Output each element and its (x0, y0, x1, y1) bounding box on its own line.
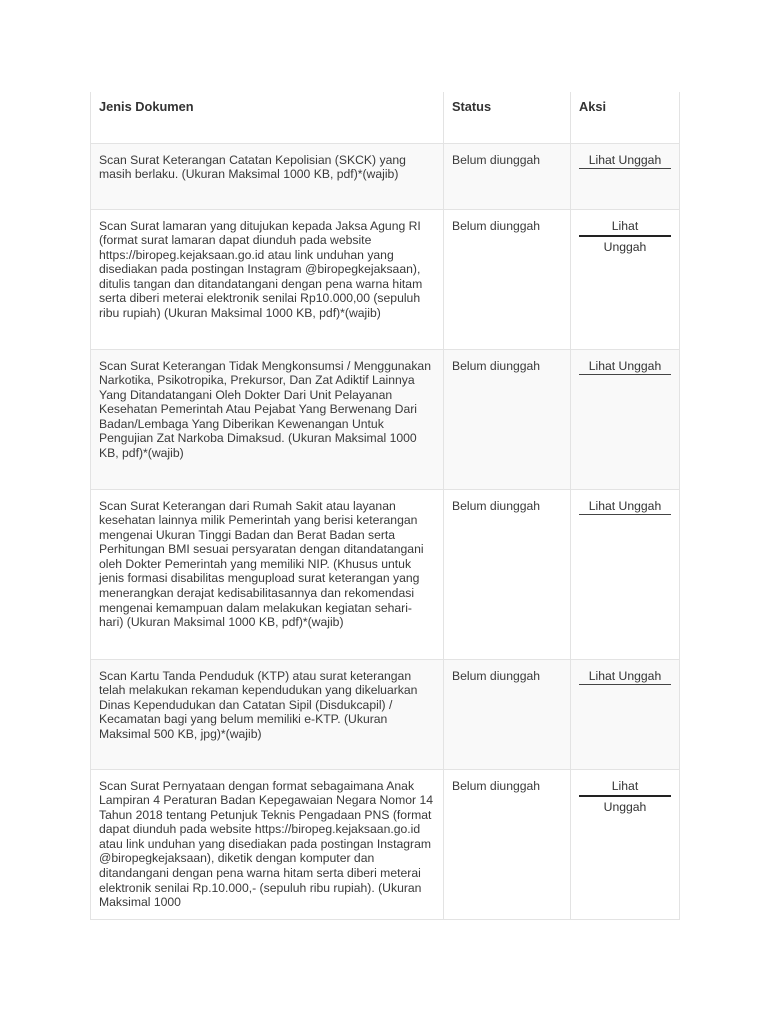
document-cell (91, 209, 444, 349)
unggah-label: Unggah (603, 800, 647, 815)
lihat-label: Lihat (579, 779, 671, 798)
status-cell: Belum diunggah (444, 769, 571, 919)
document-description: Scan Surat Keterangan Tidak Mengkonsumsi / Menggunakan Narkotika, Psikotropika, Prekursor, Dan Zat Adiktif Lainnya Yang Ditandatangani Oleh Dokter Dari Unit Pelayanan Kesehatan Pemerintah Atau Pejabat Yang Berwenang Dari Badan/Lembaga Yang Diberikan Kewenangan Untuk Pengujian Zat Narkoba Dimaksud. (Ukuran Maksimal 1000 KB, pdf)*(wajib) (99, 358, 431, 461)
document-cell (91, 349, 444, 489)
lihat-unggah-link[interactable] (579, 779, 671, 815)
document-cell (91, 769, 444, 919)
action-cell (571, 143, 680, 209)
lihat-unggah-link[interactable]: Lihat Unggah (579, 669, 671, 686)
action-cell (571, 659, 680, 769)
header-status: Status (444, 92, 571, 143)
lihat-unggah-link[interactable] (579, 219, 671, 255)
document-cell (91, 659, 444, 769)
table-row (91, 209, 680, 349)
document-description: Scan Surat Keterangan Catatan Kepolisian (SKCK) yang masih berlaku. (Ukuran Maksimal 1000 KB, pdf)*(wajib) (99, 152, 406, 182)
lihat-unggah-link[interactable]: Lihat Unggah (579, 499, 671, 516)
header-aksi: Aksi (571, 92, 680, 143)
table-row (91, 769, 680, 919)
status-cell: Belum diunggah (444, 659, 571, 769)
action-cell (571, 769, 680, 919)
document-description: Scan Surat Keterangan dari Rumah Sakit atau layanan kesehatan lainnya milik Pemerintah yang berisi keterangan mengenai Ukuran Tinggi Badan dan Berat Badan serta Perhitungan BMI sesuai persyaratan dengan ditandatangani oleh Dokter Pemerintah yang memiliki NIP. (Khusus untuk jenis formasi disabilitas mengupload surat keterangan yang menerangkan derajat kedisabilitasannya dan rekomendasi mengenai kemampuan dalam melakukan kegiatan sehari-hari) (Ukuran Maksimal 1000 KB, pdf)*(wajib) (99, 498, 424, 630)
status-cell: Belum diunggah (444, 143, 571, 209)
table-row (91, 489, 680, 659)
table-header-row (91, 92, 680, 143)
status-cell: Belum diunggah (444, 349, 571, 489)
lihat-unggah-link[interactable]: Lihat Unggah (579, 359, 671, 376)
table-row (91, 143, 680, 209)
lihat-unggah-link[interactable]: Lihat Unggah (579, 153, 671, 170)
document-description: Scan Kartu Tanda Penduduk (KTP) atau surat keterangan telah melakukan rekaman kependudukan yang dikeluarkan Dinas Kependudukan dan Catatan Sipil (Disdukcapil) / Kecamatan bagi yang belum memiliki e-KTP. (Ukuran Maksimal 500 KB, jpg)*(wajib) (99, 668, 418, 741)
document-description: Scan Surat lamaran yang ditujukan kepada Jaksa Agung RI (format surat lamaran dapat diunduh pada website https://biropeg.kejaksaan.go.id atau link unduhan yang disediakan pada postingan Instagram @biropegkejaksaan), ditulis tangan dan ditandatangani dengan pena warna hitam serta diberi meterai elektronik senilai Rp10.000,00 (sepuluh ribu rupiah) (Ukuran Maksimal 1000 KB, pdf)*(wajib) (99, 218, 423, 321)
document-cell (91, 143, 444, 209)
unggah-label: Unggah (603, 240, 647, 255)
document-table (90, 92, 680, 920)
table-row (91, 349, 680, 489)
status-cell: Belum diunggah (444, 489, 571, 659)
action-cell (571, 209, 680, 349)
lihat-label: Lihat (579, 219, 671, 238)
document-description: Scan Surat Pernyataan dengan format sebagaimana Anak Lampiran 4 Peraturan Badan Kepegawaian Negara Nomor 14 Tahun 2018 tentang Petunjuk Teknis Pengadaan PNS (format dapat diunduh pada website https://biropeg.kejaksaan.go.id atau link unduhan yang disediakan pada postingan Instagram @biropegkejaksaan), diketik dengan komputer dan ditandangani dengan pena warna hitam serta diberi meterai elektronik senilai Rp.10.000,- (sepuluh ribu rupiah). (Ukuran Maksimal 1000 (99, 778, 434, 910)
action-cell (571, 489, 680, 659)
action-cell (571, 349, 680, 489)
header-jenis-dokumen: Jenis Dokumen (91, 92, 444, 143)
table-row (91, 659, 680, 769)
status-cell: Belum diunggah (444, 209, 571, 349)
document-cell (91, 489, 444, 659)
